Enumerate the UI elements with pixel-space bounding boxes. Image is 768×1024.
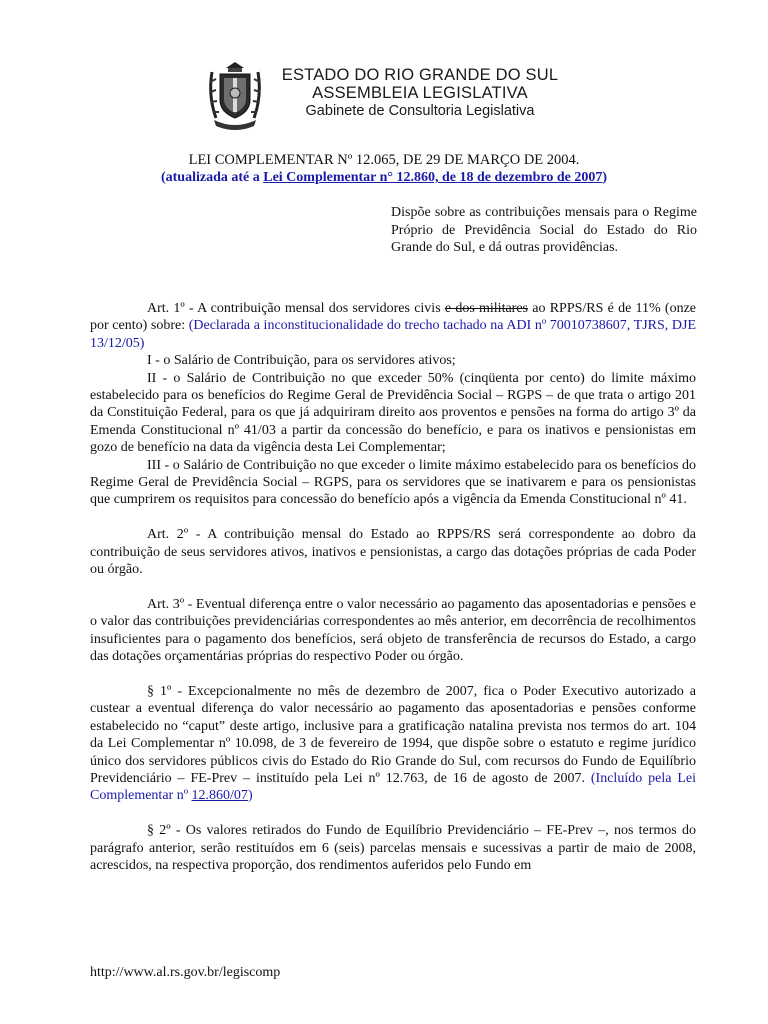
art1-struck-text: e dos militares <box>444 301 529 316</box>
par1-amending-law-link[interactable]: 12.860/07 <box>191 788 248 804</box>
law-summary: Dispõe sobre as contribuições mensais para o Regime Próprio de Previdência Social do Estado do Rio Grande do Sul, e dá outras providências. <box>391 205 697 255</box>
update-prefix: (atualizada até a <box>160 170 264 185</box>
law-body <box>90 300 696 874</box>
par1-note-prefix: (Incluído pela Lei Complementar nº <box>90 770 697 804</box>
footer-url: http://www.al.rs.gov.br/legiscomp <box>90 965 281 980</box>
article-3: Art. 3º - Eventual diferença entre o valor necessário ao pagamento das aposentadorias e pensões e o valor das contribuições previdenciárias correspondentes ao mês anterior, em decorrência de recolhimentos insuficientes para o pagamento dos benefícios, será objeto de transferência de recursos do Estado, a cargo das dotações orçamentárias próprias do respectivo Poder ou órgão. <box>90 596 696 665</box>
art1-rest: ao RPPS/RS é de 11% (onze por cento) sobre: <box>90 301 696 334</box>
state-coat-of-arms-icon <box>206 60 264 130</box>
law-update-note <box>0 169 768 187</box>
amending-law-link[interactable]: Lei Complementar n° 12.860, de 18 de dezembro de 2007 <box>263 170 603 185</box>
article-1 <box>90 300 696 352</box>
assembly-name: ASSEMBLEIA LEGISLATIVA <box>312 84 528 102</box>
office-name: Gabinete de Consultoria Legislativa <box>305 103 535 119</box>
art3-paragraph-2: § 2º - Os valores retirados do Fundo de Equilíbrio Previdenciário – FE-Prev –, nos termos do parágrafo anterior, serão restituídos em 6 (seis) parcelas mensais e sucessivas a partir de maio de 2008, acrescidos, na respectiva proporção, dos rendimentos auferidos pelo Fundo em <box>90 823 696 873</box>
art3-paragraph-1 <box>90 683 696 805</box>
par1-note-suffix: ) <box>247 788 253 804</box>
law-title: LEI COMPLEMENTAR Nº 12.065, DE 29 DE MARÇO DE 2004. <box>188 152 580 168</box>
art1-item-2: II - o Salário de Contribuição no que exceder 50% (cinqüenta por cento) do limite máximo estabelecido para os benefícios do Regime Geral de Previdência Social – RGPS – de que trata o artigo 201 da Constituição Federal, para os que já adquiriram direito aos proventos e pensões na forma do artigo 3º da Emenda Constitucional nº 41/03 a partir da concessão do benefício, e para os inativos e pensionistas em gozo de benefício na data da vigência desta Lei Complementar; <box>90 370 696 456</box>
state-name: ESTADO DO RIO GRANDE DO SUL <box>281 66 559 84</box>
art1-unconstitutionality-note: (Declarada a inconstitucionalidade do trecho tachado na ADI nº 70010738607, TJRS, DJE 13/12/05) <box>90 318 697 351</box>
art1-item-1: I - o Salário de Contribuição, para os servidores ativos; <box>147 353 456 369</box>
art1-lead: Art. 1º - A contribuição mensal dos servidores civis <box>147 301 445 316</box>
par1-text: § 1º - Excepcionalmente no mês de dezembro de 2007, fica o Poder Executivo autorizado a custear a eventual diferença do valor necessário ao pagamento das aposentadorias e pensões conforme estabelecido no “caput” deste artigo, inclusive para a gratificação natalina prevista nos termos do art. 104 da Lei Complementar nº 10.098, de 3 de fevereiro de 1994, que dispõe sobre o estatuto e regime jurídico único dos servidores públicos civis do Estado do Rio Grande do Sul, com recursos do Fundo de Equilíbrio Previdenciário – FE-Prev – instituído pela Lei nº 12.763, de 16 de agosto de 2007. <box>90 683 696 786</box>
institution-header <box>270 66 570 121</box>
article-2: Art. 2º - A contribuição mensal do Estado ao RPPS/RS será correspondente ao dobro da contribuição de seus servidores ativos, inativos e pensionistas, a cargo das dotações próprias de cada Poder ou órgão. <box>90 527 696 578</box>
art1-item-3: III - o Salário de Contribuição no que exceder o limite máximo estabelecido para os benefícios do Regime Geral de Previdência Social – RGPS, para os servidores que se inativarem e para os pensionistas que cumprirem os requisitos para concessão do benefício após a vigência da Emenda Constitucional nº 41. <box>90 457 696 508</box>
update-suffix: ) <box>602 170 608 185</box>
